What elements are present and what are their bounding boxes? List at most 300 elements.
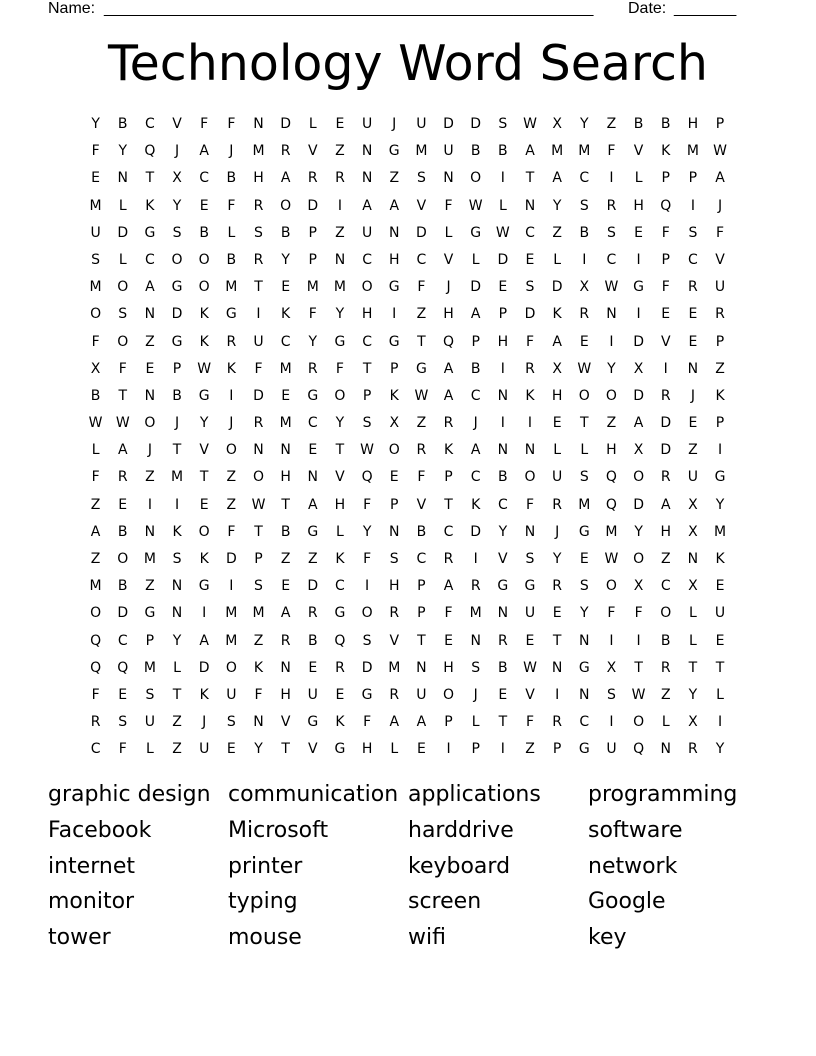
grid-letter[interactable]: H — [361, 306, 373, 323]
grid-letter[interactable]: D — [198, 659, 210, 676]
grid-letter[interactable]: B — [579, 224, 590, 241]
grid-letter[interactable]: O — [388, 442, 400, 459]
grid-letter[interactable]: L — [688, 605, 697, 622]
grid-letter[interactable]: K — [715, 387, 725, 404]
grid-letter[interactable]: O — [198, 251, 210, 268]
grid-letter[interactable]: Q — [334, 632, 346, 649]
grid-letter[interactable]: K — [552, 306, 562, 323]
grid-letter[interactable]: X — [579, 279, 590, 296]
grid-letter[interactable]: D — [307, 197, 319, 214]
grid-letter[interactable]: P — [498, 306, 508, 323]
grid-letter[interactable]: J — [473, 415, 478, 432]
grid-letter[interactable]: G — [633, 279, 645, 296]
grid-letter[interactable]: S — [226, 714, 236, 731]
grid-letter[interactable]: R — [416, 442, 427, 459]
grid-letter[interactable]: Y — [308, 333, 318, 350]
grid-letter[interactable]: B — [280, 523, 291, 540]
grid-letter[interactable]: G — [388, 333, 400, 350]
grid-letter[interactable]: P — [390, 360, 399, 377]
grid-letter[interactable]: U — [90, 224, 101, 241]
grid-letter[interactable]: E — [498, 279, 508, 296]
grid-letter[interactable]: M — [686, 143, 699, 160]
grid-letter[interactable]: F — [444, 605, 453, 622]
grid-letter[interactable]: O — [90, 306, 102, 323]
grid-letter[interactable]: P — [444, 469, 453, 486]
grid-letter[interactable]: S — [579, 197, 589, 214]
grid-letter[interactable]: E — [308, 659, 318, 676]
grid-letter[interactable]: L — [444, 224, 453, 241]
grid-letter[interactable]: L — [471, 714, 480, 731]
grid-letter[interactable]: V — [633, 143, 644, 160]
grid-letter[interactable]: D — [117, 224, 129, 241]
grid-letter[interactable]: O — [361, 605, 373, 622]
date-blank-line[interactable]: _______ — [674, 0, 737, 17]
grid-letter[interactable]: E — [118, 496, 128, 513]
grid-letter[interactable]: I — [690, 197, 695, 214]
grid-letter[interactable]: I — [636, 251, 641, 268]
grid-letter[interactable]: I — [636, 306, 641, 323]
grid-letter[interactable]: E — [579, 551, 589, 567]
grid-letter[interactable]: B — [117, 116, 128, 132]
grid-letter[interactable]: K — [226, 360, 236, 377]
grid-letter[interactable]: N — [388, 523, 400, 540]
grid-letter[interactable]: X — [688, 714, 698, 731]
grid-letter[interactable]: B — [498, 659, 508, 676]
grid-letter[interactable]: R — [117, 469, 128, 486]
grid-letter[interactable]: A — [280, 605, 291, 622]
grid-letter[interactable]: O — [334, 387, 346, 404]
grid-letter[interactable]: A — [552, 333, 562, 350]
grid-letter[interactable]: A — [470, 306, 481, 323]
grid-letter[interactable]: G — [307, 523, 319, 540]
grid-letter[interactable]: N — [524, 442, 536, 459]
grid-letter[interactable]: S — [579, 578, 589, 595]
grid-letter[interactable]: C — [145, 251, 155, 268]
grid-letter[interactable]: Y — [688, 686, 698, 703]
grid-letter[interactable]: I — [717, 714, 723, 731]
grid-letter[interactable]: R — [335, 659, 345, 676]
grid-letter[interactable]: R — [253, 197, 264, 214]
grid-letter[interactable]: F — [525, 333, 535, 350]
grid-letter[interactable]: K — [389, 387, 399, 404]
grid-letter[interactable]: A — [307, 496, 318, 513]
grid-letter[interactable]: Z — [606, 116, 617, 132]
grid-letter[interactable]: O — [443, 686, 455, 703]
grid-letter[interactable]: V — [199, 442, 209, 459]
grid-letter[interactable]: O — [361, 279, 373, 296]
grid-letter[interactable]: S — [416, 170, 426, 187]
grid-letter[interactable]: H — [606, 442, 617, 459]
grid-letter[interactable]: M — [713, 523, 727, 540]
grid-letter[interactable]: I — [555, 686, 560, 703]
grid-letter[interactable]: G — [198, 387, 210, 404]
grid-letter[interactable]: X — [633, 442, 644, 459]
grid-letter[interactable]: W — [88, 415, 103, 432]
grid-letter[interactable]: E — [579, 333, 589, 350]
grid-letter[interactable]: E — [715, 632, 725, 649]
grid-letter[interactable]: M — [578, 496, 591, 513]
grid-letter[interactable]: D — [660, 442, 672, 459]
grid-letter[interactable]: O — [633, 714, 645, 731]
grid-letter[interactable]: G — [578, 659, 590, 676]
grid-letter[interactable]: P — [471, 741, 480, 758]
grid-letter[interactable]: A — [199, 143, 209, 160]
grid-letter[interactable]: K — [335, 714, 345, 731]
grid-letter[interactable]: R — [552, 496, 562, 513]
grid-letter[interactable]: X — [552, 360, 562, 377]
grid-letter[interactable]: U — [199, 741, 210, 758]
name-blank-line[interactable]: _______________________________________________________ — [104, 0, 594, 17]
grid-letter[interactable]: S — [525, 551, 535, 567]
grid-letter[interactable]: E — [525, 251, 535, 268]
grid-letter[interactable]: I — [174, 496, 180, 513]
grid-letter[interactable]: J — [174, 415, 180, 432]
grid-letter[interactable]: T — [580, 415, 589, 432]
grid-letter[interactable]: D — [633, 387, 644, 404]
grid-letter[interactable]: Z — [660, 686, 671, 703]
grid-letter[interactable]: A — [525, 143, 535, 160]
grid-letter[interactable]: P — [661, 251, 670, 268]
grid-letter[interactable]: T — [172, 442, 182, 459]
grid-letter[interactable]: T — [199, 469, 209, 486]
grid-letter[interactable]: J — [473, 686, 478, 703]
grid-letter[interactable]: E — [308, 442, 318, 459]
grid-letter[interactable]: P — [308, 251, 317, 268]
grid-letter[interactable]: Y — [335, 415, 345, 432]
grid-letter[interactable]: F — [91, 333, 100, 350]
grid-letter[interactable]: N — [687, 360, 699, 377]
grid-letter[interactable]: R — [606, 197, 617, 214]
grid-letter[interactable]: Y — [91, 116, 100, 132]
grid-letter[interactable]: B — [117, 523, 128, 540]
grid-letter[interactable]: C — [525, 224, 535, 241]
grid-letter[interactable]: B — [470, 360, 481, 377]
grid-letter[interactable]: A — [389, 714, 400, 731]
grid-letter[interactable]: N — [253, 116, 264, 132]
grid-letter[interactable]: R — [253, 415, 264, 432]
grid-letter[interactable]: S — [688, 224, 698, 241]
grid-letter[interactable]: G — [144, 605, 156, 622]
grid-letter[interactable]: P — [145, 632, 155, 649]
grid-letter[interactable]: T — [417, 632, 426, 649]
grid-letter[interactable]: L — [227, 224, 236, 241]
grid-letter[interactable]: X — [606, 659, 617, 676]
grid-letter[interactable]: R — [470, 578, 481, 595]
grid-letter[interactable]: F — [227, 116, 236, 132]
grid-letter[interactable]: A — [389, 197, 400, 214]
grid-letter[interactable]: I — [365, 578, 370, 595]
grid-letter[interactable]: L — [688, 632, 697, 649]
grid-letter[interactable]: N — [144, 306, 156, 323]
grid-letter[interactable]: D — [497, 251, 509, 268]
grid-letter[interactable]: T — [525, 170, 535, 187]
grid-letter[interactable]: S — [606, 224, 616, 241]
grid-letter[interactable]: F — [363, 496, 372, 513]
grid-letter[interactable]: Q — [605, 469, 617, 486]
grid-letter[interactable]: G — [714, 469, 726, 486]
grid-letter[interactable]: N — [497, 605, 509, 622]
grid-letter[interactable]: X — [90, 360, 101, 377]
grid-letter[interactable]: R — [443, 551, 454, 567]
grid-letter[interactable]: V — [416, 496, 427, 513]
grid-letter[interactable]: M — [551, 143, 564, 160]
grid-letter[interactable]: F — [417, 469, 426, 486]
grid-letter[interactable]: B — [498, 143, 508, 160]
grid-letter[interactable]: S — [606, 686, 616, 703]
grid-letter[interactable]: W — [468, 197, 483, 214]
grid-letter[interactable]: M — [225, 605, 238, 622]
grid-letter[interactable]: R — [552, 578, 562, 595]
grid-letter[interactable]: W — [523, 659, 537, 676]
grid-letter[interactable]: K — [661, 143, 671, 160]
grid-letter[interactable]: Y — [335, 306, 345, 323]
grid-letter[interactable]: K — [715, 551, 725, 567]
grid-letter[interactable]: O — [198, 279, 210, 296]
grid-letter[interactable]: Z — [552, 224, 562, 241]
grid-letter[interactable]: V — [525, 686, 535, 703]
grid-letter[interactable]: D — [470, 279, 482, 296]
grid-letter[interactable]: W — [577, 360, 592, 377]
grid-letter[interactable]: M — [578, 143, 591, 160]
grid-letter[interactable]: N — [117, 170, 128, 187]
grid-letter[interactable]: A — [660, 496, 671, 513]
grid-letter[interactable]: W — [197, 360, 212, 377]
grid-letter[interactable]: A — [443, 360, 454, 377]
grid-letter[interactable]: Z — [660, 551, 671, 567]
grid-letter[interactable]: F — [91, 686, 100, 703]
grid-letter[interactable]: B — [498, 469, 508, 486]
grid-letter[interactable]: O — [225, 659, 237, 676]
grid-letter[interactable]: C — [470, 387, 481, 404]
grid-letter[interactable]: G — [307, 387, 319, 404]
grid-letter[interactable]: F — [200, 116, 209, 132]
grid-letter[interactable]: F — [716, 224, 725, 241]
grid-letter[interactable]: Z — [90, 551, 101, 567]
grid-letter[interactable]: N — [307, 469, 319, 486]
grid-letter[interactable]: O — [280, 197, 292, 214]
grid-letter[interactable]: I — [663, 360, 668, 377]
grid-letter[interactable]: E — [145, 360, 155, 377]
grid-letter[interactable]: K — [525, 387, 535, 404]
grid-letter[interactable]: J — [229, 143, 234, 160]
grid-letter[interactable]: Y — [552, 551, 562, 567]
grid-letter[interactable]: X — [172, 170, 182, 187]
grid-letter[interactable]: S — [362, 632, 372, 649]
grid-letter[interactable]: J — [229, 415, 234, 432]
grid-letter[interactable]: Q — [144, 143, 156, 160]
grid-letter[interactable]: Y — [580, 116, 589, 132]
grid-letter[interactable]: P — [417, 605, 426, 622]
grid-letter[interactable]: E — [199, 197, 209, 214]
grid-letter[interactable]: R — [660, 387, 671, 404]
grid-letter[interactable]: S — [118, 306, 128, 323]
grid-letter[interactable]: B — [660, 116, 671, 132]
grid-letter[interactable]: W — [604, 279, 619, 296]
grid-letter[interactable]: N — [280, 442, 291, 459]
grid-letter[interactable]: I — [609, 333, 614, 350]
grid-letter[interactable]: N — [579, 632, 590, 649]
grid-letter[interactable]: D — [551, 279, 563, 296]
grid-letter[interactable]: L — [118, 197, 127, 214]
grid-letter[interactable]: L — [91, 442, 100, 459]
grid-letter[interactable]: F — [254, 360, 263, 377]
grid-letter[interactable]: Z — [145, 469, 155, 486]
grid-letter[interactable]: A — [90, 523, 101, 540]
grid-letter[interactable]: H — [361, 741, 373, 758]
grid-letter[interactable]: T — [688, 659, 698, 676]
grid-letter[interactable]: R — [443, 415, 454, 432]
grid-letter[interactable]: D — [524, 306, 536, 323]
grid-letter[interactable]: L — [145, 741, 154, 758]
grid-letter[interactable]: P — [444, 714, 453, 731]
grid-letter[interactable]: O — [117, 333, 129, 350]
grid-letter[interactable]: B — [90, 387, 101, 404]
grid-letter[interactable]: C — [362, 333, 372, 350]
grid-letter[interactable]: M — [225, 632, 238, 649]
grid-letter[interactable]: Q — [660, 197, 672, 214]
grid-letter[interactable]: E — [335, 686, 345, 703]
grid-letter[interactable]: U — [714, 605, 726, 622]
grid-letter[interactable]: S — [362, 415, 372, 432]
grid-letter[interactable]: U — [416, 116, 427, 132]
grid-letter[interactable]: F — [607, 605, 616, 622]
grid-letter[interactable]: S — [525, 279, 535, 296]
grid-letter[interactable]: M — [89, 197, 102, 214]
grid-letter[interactable]: O — [90, 605, 102, 622]
grid-letter[interactable]: F — [525, 714, 535, 731]
grid-letter[interactable]: T — [444, 496, 453, 513]
grid-letter[interactable]: F — [118, 741, 127, 758]
grid-letter[interactable]: F — [91, 143, 100, 160]
grid-letter[interactable]: A — [443, 578, 454, 595]
grid-letter[interactable]: C — [362, 251, 372, 268]
grid-letter[interactable]: Z — [416, 415, 427, 432]
grid-letter[interactable]: R — [307, 170, 318, 187]
grid-letter[interactable]: C — [416, 551, 427, 567]
grid-letter[interactable]: F — [417, 279, 426, 296]
grid-letter[interactable]: B — [660, 632, 671, 649]
grid-letter[interactable]: K — [443, 442, 454, 459]
grid-letter[interactable]: H — [388, 251, 400, 268]
grid-letter[interactable]: R — [389, 605, 400, 622]
grid-letter[interactable]: M — [605, 523, 618, 540]
grid-letter[interactable]: Z — [715, 360, 725, 377]
grid-letter[interactable]: O — [144, 415, 156, 432]
grid-letter[interactable]: J — [555, 523, 560, 540]
grid-letter[interactable]: N — [253, 442, 264, 459]
grid-letter[interactable]: T — [362, 360, 372, 377]
grid-letter[interactable]: Y — [118, 143, 128, 160]
grid-letter[interactable]: R — [497, 632, 508, 649]
grid-letter[interactable]: I — [636, 632, 641, 649]
grid-letter[interactable]: O — [660, 605, 672, 622]
grid-letter[interactable]: N — [524, 197, 536, 214]
grid-letter[interactable]: T — [145, 170, 155, 187]
grid-letter[interactable]: A — [145, 279, 155, 296]
grid-letter[interactable]: N — [416, 659, 427, 676]
grid-letter[interactable]: D — [117, 605, 129, 622]
grid-letter[interactable]: T — [281, 496, 290, 513]
grid-letter[interactable]: I — [609, 632, 614, 649]
grid-letter[interactable]: J — [717, 197, 723, 214]
grid-letter[interactable]: L — [471, 251, 480, 268]
grid-letter[interactable]: Y — [552, 197, 562, 214]
grid-letter[interactable]: G — [171, 279, 183, 296]
grid-letter[interactable]: U — [361, 224, 373, 241]
grid-letter[interactable]: H — [497, 333, 509, 350]
grid-letter[interactable]: G — [334, 741, 346, 758]
grid-letter[interactable]: G — [388, 279, 400, 296]
grid-letter[interactable]: B — [416, 523, 427, 540]
grid-letter[interactable]: E — [444, 632, 453, 649]
grid-letter[interactable]: K — [253, 659, 264, 676]
grid-letter[interactable]: N — [171, 578, 183, 595]
grid-letter[interactable]: T — [118, 387, 128, 404]
grid-letter[interactable]: P — [172, 360, 182, 377]
grid-letter[interactable]: O — [524, 469, 536, 486]
grid-letter[interactable]: I — [582, 251, 587, 268]
grid-letter[interactable]: V — [280, 714, 291, 731]
grid-letter[interactable]: S — [145, 686, 155, 703]
grid-letter[interactable]: Y — [199, 415, 209, 432]
grid-letter[interactable]: K — [199, 306, 209, 323]
grid-letter[interactable]: G — [334, 605, 346, 622]
grid-letter[interactable]: X — [389, 415, 400, 432]
grid-letter[interactable]: A — [633, 415, 644, 432]
grid-letter[interactable]: M — [279, 415, 292, 432]
grid-letter[interactable]: N — [253, 714, 264, 731]
grid-letter[interactable]: I — [256, 306, 261, 323]
grid-letter[interactable]: D — [633, 496, 644, 513]
grid-letter[interactable]: C — [606, 251, 617, 268]
grid-letter[interactable]: T — [335, 442, 345, 459]
grid-letter[interactable]: Q — [605, 496, 617, 513]
grid-letter[interactable]: U — [687, 469, 699, 486]
grid-letter[interactable]: N — [524, 523, 536, 540]
grid-letter[interactable]: D — [307, 578, 319, 595]
grid-letter[interactable]: Z — [145, 578, 155, 595]
grid-letter[interactable]: K — [199, 551, 209, 567]
grid-letter[interactable]: R — [253, 251, 264, 268]
grid-letter[interactable]: H — [253, 170, 264, 187]
grid-letter[interactable]: D — [253, 387, 264, 404]
grid-letter[interactable]: U — [361, 116, 373, 132]
grid-letter[interactable]: S — [498, 116, 508, 132]
grid-letter[interactable]: C — [117, 632, 128, 649]
grid-letter[interactable]: L — [390, 741, 399, 758]
grid-letter[interactable]: M — [415, 143, 428, 160]
grid-letter[interactable]: W — [414, 387, 429, 404]
grid-letter[interactable]: M — [225, 279, 238, 296]
grid-letter[interactable]: L — [173, 659, 181, 676]
grid-letter[interactable]: H — [551, 387, 563, 404]
grid-letter[interactable]: V — [307, 741, 318, 758]
grid-letter[interactable]: K — [281, 306, 291, 323]
grid-letter[interactable]: U — [443, 143, 454, 160]
grid-letter[interactable]: N — [497, 442, 509, 459]
grid-letter[interactable]: G — [578, 523, 590, 540]
grid-letter[interactable]: P — [715, 333, 725, 350]
grid-letter[interactable]: V — [660, 333, 671, 350]
grid-letter[interactable]: C — [579, 714, 590, 731]
grid-letter[interactable]: V — [307, 143, 318, 160]
grid-letter[interactable]: J — [174, 143, 180, 160]
grid-letter[interactable]: F — [363, 551, 372, 567]
grid-letter[interactable]: J — [147, 442, 152, 459]
grid-letter[interactable]: B — [633, 116, 644, 132]
grid-letter[interactable]: S — [91, 251, 101, 268]
grid-letter[interactable]: G — [144, 224, 156, 241]
